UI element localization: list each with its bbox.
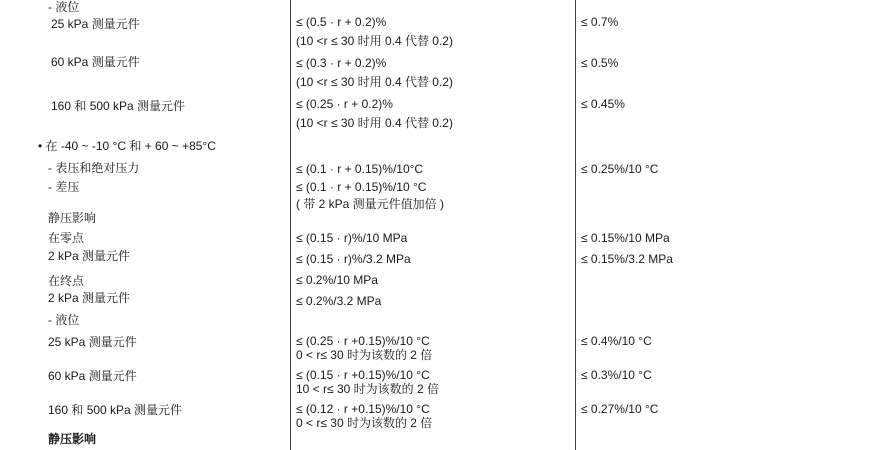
row-spec: ≤ (0.3 · r + 0.2)% xyxy=(296,56,387,70)
row-spec: ≤ (0.1 · r + 0.15)%/10 °C xyxy=(296,180,427,194)
row-spec-note: 0 < r≤ 30 时为该数的 2 倍 xyxy=(296,348,433,362)
row-label: 160 和 500 kPa 测量元件 xyxy=(51,99,186,113)
row-spec: ≤ 0.2%/3.2 MPa xyxy=(296,294,382,308)
row-spec: ≤ (0.15 · r)%/3.2 MPa xyxy=(296,252,411,266)
row-limit: ≤ 0.4%/10 °C xyxy=(581,334,652,348)
row-label: - 差压 xyxy=(48,180,80,194)
row-label: 2 kPa 测量元件 xyxy=(48,291,131,305)
row-spec-note: ( 带 2 kPa 测量元件值加倍 ) xyxy=(296,197,445,211)
row-label: 60 kPa 测量元件 xyxy=(51,55,140,69)
row-limit: ≤ 0.45% xyxy=(581,97,625,111)
row-limit: ≤ 0.15%/3.2 MPa xyxy=(581,252,673,266)
row-limit: ≤ 0.15%/10 MPa xyxy=(581,231,670,245)
row-label: 25 kPa 测量元件 xyxy=(48,335,137,349)
row-label: 60 kPa 测量元件 xyxy=(48,369,137,383)
row-limit: ≤ 0.5% xyxy=(581,56,619,70)
row-label: 在终点 xyxy=(48,274,85,288)
row-limit: ≤ 0.7% xyxy=(581,15,619,29)
row-label: - 表压和绝对压力 xyxy=(48,161,140,175)
row-spec-note: 10 < r≤ 30 时为该数的 2 倍 xyxy=(296,382,439,396)
row-spec: ≤ (0.12 · r +0.15)%/10 °C xyxy=(296,402,430,416)
row-spec: ≤ (0.15 · r +0.15)%/10 °C xyxy=(296,368,430,382)
row-spec-note: (10 <r ≤ 30 时用 0.4 代替 0.2) xyxy=(296,116,453,130)
section-heading: 静压影响 xyxy=(48,211,97,225)
section-heading: 静压影响 xyxy=(48,432,97,446)
row-label: - 液位 xyxy=(48,0,80,14)
row-spec: ≤ 0.2%/10 MPa xyxy=(296,273,378,287)
row-spec: ≤ (0.5 · r + 0.2)% xyxy=(296,15,387,29)
column-divider-1 xyxy=(290,0,291,450)
column-divider-2 xyxy=(575,0,576,450)
row-spec: ≤ (0.1 · r + 0.15)%/10°C xyxy=(296,162,424,176)
row-label: 在零点 xyxy=(48,231,85,245)
section-bullet: • 在 -40 ~ -10 °C 和 + 60 ~ +85°C xyxy=(38,139,216,153)
row-limit: ≤ 0.3%/10 °C xyxy=(581,368,652,382)
row-spec: ≤ (0.15 · r)%/10 MPa xyxy=(296,231,408,245)
row-limit: ≤ 0.25%/10 °C xyxy=(581,162,659,176)
row-label: 2 kPa 测量元件 xyxy=(48,249,131,263)
row-spec: ≤ (0.25 · r + 0.2)% xyxy=(296,97,393,111)
row-spec-note: (10 <r ≤ 30 时用 0.4 代替 0.2) xyxy=(296,34,453,48)
row-label: - 液位 xyxy=(48,313,80,327)
row-spec: ≤ (0.25 · r +0.15)%/10 °C xyxy=(296,334,430,348)
row-limit: ≤ 0.27%/10 °C xyxy=(581,402,659,416)
row-spec-note: (10 <r ≤ 30 时用 0.4 代替 0.2) xyxy=(296,75,453,89)
row-label: 160 和 500 kPa 测量元件 xyxy=(48,403,183,417)
row-spec-note: 0 < r≤ 30 时为该数的 2 倍 xyxy=(296,416,433,430)
row-label: 25 kPa 测量元件 xyxy=(51,17,140,31)
